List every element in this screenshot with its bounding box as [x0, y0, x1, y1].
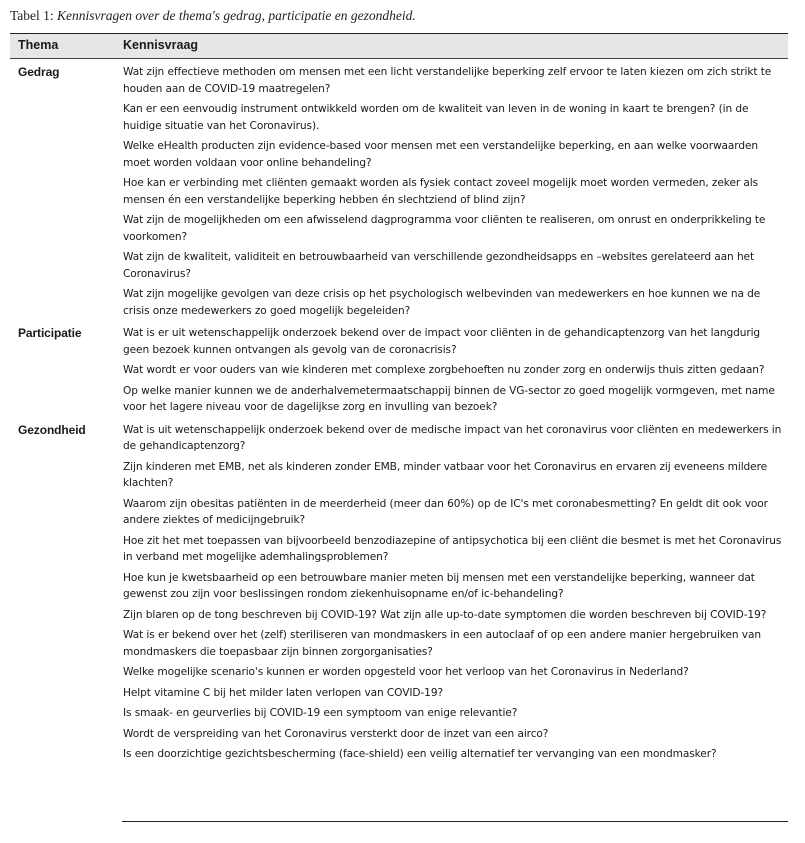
question-list — [123, 325, 788, 420]
question-list — [123, 422, 788, 767]
theme-label: Participatie — [18, 326, 82, 340]
table-header — [10, 33, 788, 59]
theme-group-gedrag — [10, 64, 788, 323]
question: Hoe zit het met toepassen van bijvoorbeeld benzodiazepine of antipsychotica bij een cliënt die besmet is met het Coronavirus in verband met mogelijke ademhalingsproblemen? — [123, 534, 782, 563]
header-kennisvraag: Kennisvraag — [123, 38, 199, 52]
question: Wat zijn effectieve methoden om mensen met een licht verstandelijke beperking zelf ervoor te laten kiezen om zich strikt te houden aan de COVID-19 maatregelen? — [123, 66, 772, 95]
caption-label: Tabel 1: — [10, 8, 58, 23]
table-body — [10, 64, 788, 767]
question: Waarom zijn obesitas patiënten in de meerderheid (meer dan 60%) op de IC's met coronabesmetting? En geldt dit ook voor andere ziektes of medicijngebruik? — [123, 497, 768, 526]
question: Op welke manier kunnen we de anderhalvemetermaatschappij binnen de VG-sector zo goed mogelijk vormgeven, met name voor het lagere niveau voor de dagelijkse zorg en invulling van bezoek? — [123, 384, 775, 413]
header-thema: Thema — [18, 38, 59, 52]
question: Wat zijn de kwaliteit, validiteit en betrouwbaarheid van verschillende gezondheidsapps en –websites gerelateerd aan het Coronavirus? — [123, 251, 755, 280]
theme-label: Gedrag — [18, 65, 60, 79]
question: Kan er een eenvoudig instrument ontwikkeld worden om de kwaliteit van leven in de woning in kaart te brengen? (in de huidige situatie van het Coronavirus). — [123, 103, 749, 132]
theme-group-gezondheid — [10, 422, 788, 767]
caption-title: Kennisvragen over de thema's gedrag, participatie en gezondheid. — [57, 8, 416, 23]
question: Is smaak- en geurverlies bij COVID-19 een symptoom van enige relevantie? — [123, 707, 518, 719]
question-list — [123, 64, 788, 323]
question: Wat zijn de mogelijkheden om een afwisselend dagprogramma voor cliënten te realiseren, om onrust en onderprikkeling te voorkomen? — [123, 214, 766, 243]
question: Wat zijn mogelijke gevolgen van deze crisis op het psychologisch welbevinden van medewerkers en hoe kunnen we na de crisis onze medewerkers zo goed mogelijk begeleiden? — [123, 288, 761, 317]
question: Hoe kan er verbinding met cliënten gemaakt worden als fysiek contact zoveel mogelijk moet worden vermeden, zeker als mensen én een verstandelijke beperking hebben én slechtziend of blind zijn? — [123, 177, 759, 206]
theme-group-participatie — [10, 325, 788, 420]
question: Wordt de verspreiding van het Coronavirus versterkt door de inzet van een airco? — [123, 727, 549, 740]
table-caption — [10, 8, 416, 24]
question: Is een doorzichtige gezichtsbescherming (face-shield) een veilig alternatief ter vervanging van een mondmasker? — [123, 748, 717, 760]
question: Hoe kun je kwetsbaarheid op een betrouwbare manier meten bij mensen met een verstandelijke beperking, wanneer dat gewenst zou zijn voor beslissingen rondom ziekenhuisopname en/of ic-behandeling? — [123, 571, 755, 600]
theme-label: Gezondheid — [18, 422, 86, 437]
question: Wat is er bekend over het (zelf) steriliseren van mondmaskers in een autoclaaf of op een andere manier hergebruiken van mondmaskers die toepasbaar zijn binnen zorgorganisaties? — [123, 629, 761, 658]
question: Wat is uit wetenschappelijk onderzoek bekend over de medische impact van het coronavirus voor cliënten en medewerkers in de gehandicaptenzorg? — [123, 423, 782, 452]
table-bottom-rule — [122, 821, 788, 822]
question: Helpt vitamine C bij het milder laten verlopen van COVID-19? — [123, 686, 443, 699]
question: Wat wordt er voor ouders van wie kinderen met complexe zorgbehoeften nu zonder zorg en onderwijs thuis zitten gedaan? — [123, 364, 765, 376]
question: Zijn blaren op de tong beschreven bij COVID-19? Wat zijn alle up-to-date symptomen die worden beschreven bij COVID-19? — [123, 608, 767, 621]
question: Wat is er uit wetenschappelijk onderzoek bekend over de impact voor cliënten in de gehandicaptenzorg van het langdurig geen bezoek kunnen ontvangen als gevolg van de coronacrisis? — [123, 327, 761, 356]
question: Zijn kinderen met EMB, net als kinderen zonder EMB, minder vatbaar voor het Coronavirus en ervaren zij eveneens mildere klachten? — [123, 460, 768, 489]
question: Welke mogelijke scenario's kunnen er worden opgesteld voor het verloop van het Coronavirus in Nederland? — [123, 666, 689, 678]
question: Welke eHealth producten zijn evidence-based voor mensen met een verstandelijke beperking, en aan welke voorwaarden moet worden voldaan voor online behandeling? — [123, 140, 759, 169]
